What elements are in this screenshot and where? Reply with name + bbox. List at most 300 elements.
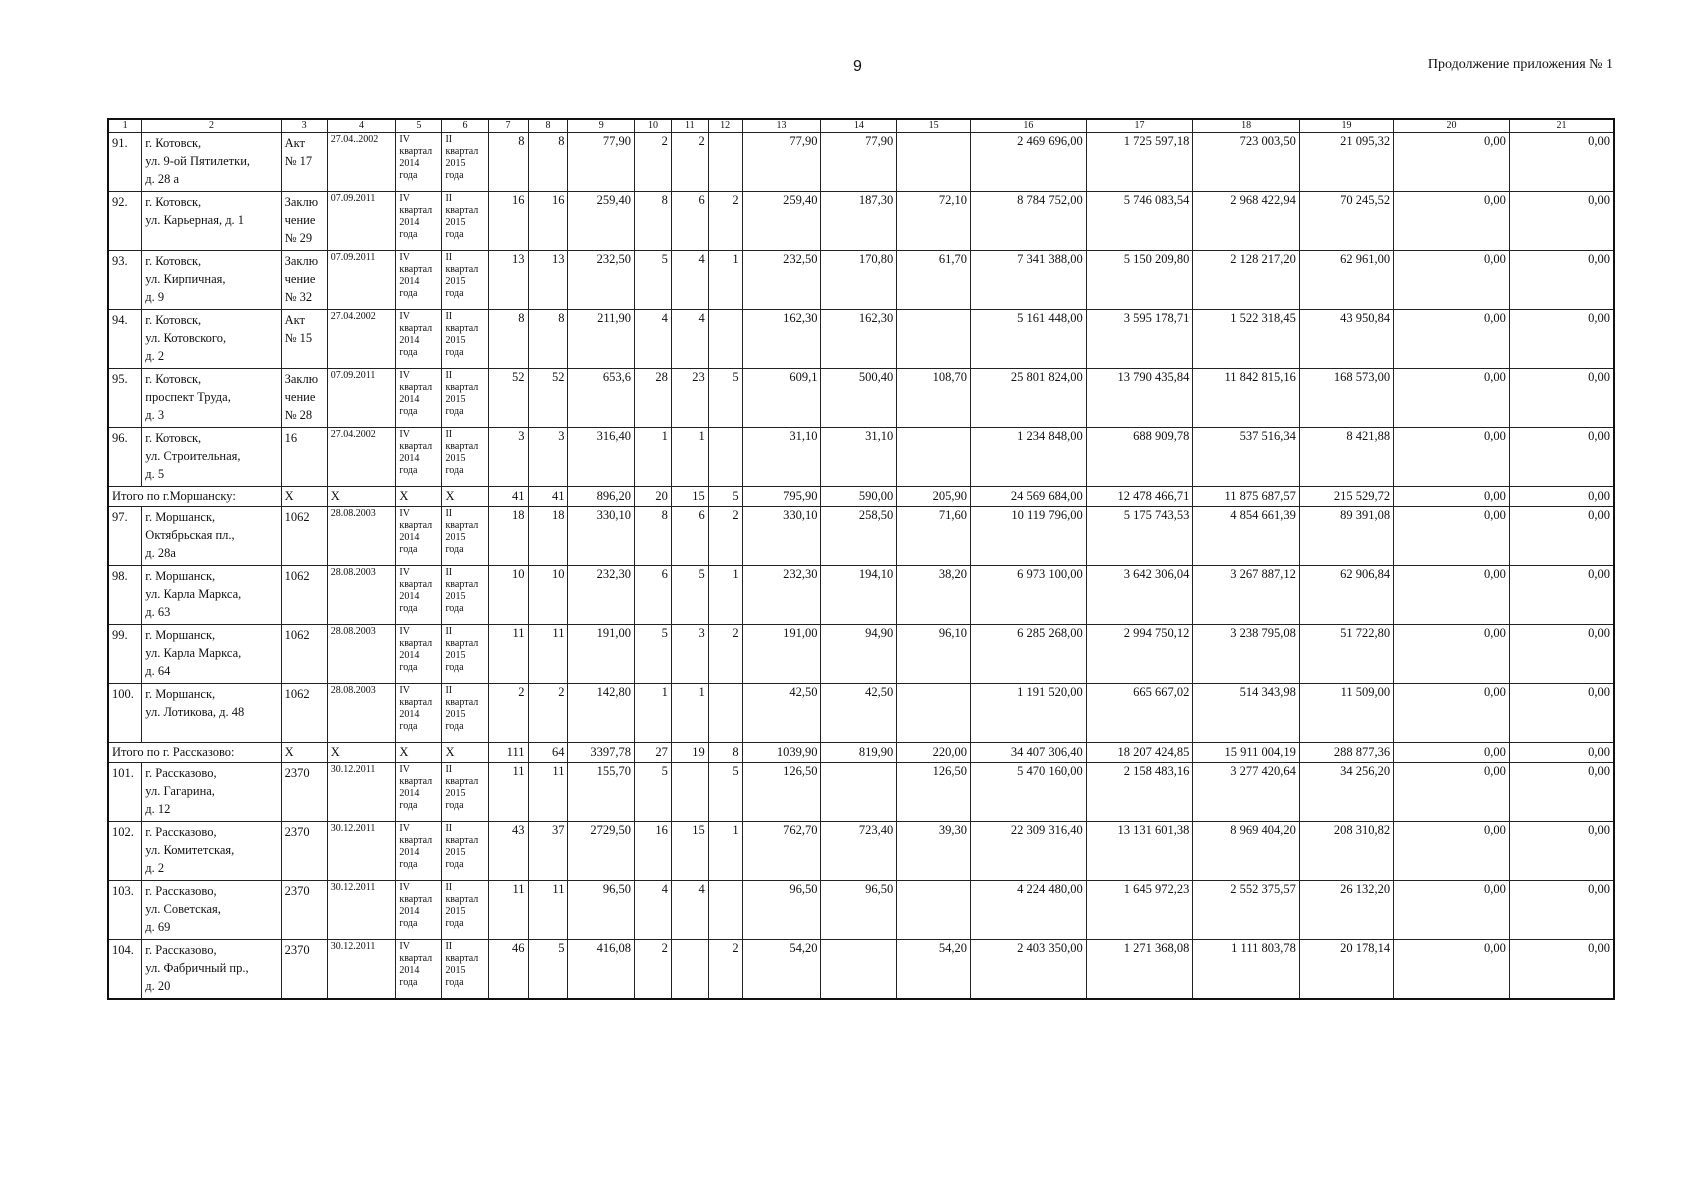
end-quarter-cell <box>442 251 488 310</box>
start-quarter-cell <box>396 822 442 881</box>
start-quarter-cell <box>396 507 442 566</box>
document-cell <box>281 822 327 881</box>
address-line: д. 20 <box>145 979 171 993</box>
value-cell-c10: 2 <box>635 940 672 1000</box>
value-cell-c17: 18 207 424,85 <box>1086 743 1193 763</box>
start-quarter-line: квартал <box>399 205 433 216</box>
value-cell-c12: 1 <box>708 251 742 310</box>
column-number-header: 14 <box>821 119 897 133</box>
value-cell-c10: 1 <box>635 428 672 487</box>
document-line: № 29 <box>284 231 313 245</box>
column-number-header: 8 <box>528 119 568 133</box>
value-cell-c8: 8 <box>528 310 568 369</box>
value-cell-c12: 2 <box>708 625 742 684</box>
address-line: г. Рассказово, <box>145 766 217 780</box>
start-quarter-line: квартал <box>399 579 433 590</box>
value-cell-c9: 96,50 <box>568 881 635 940</box>
document-date: 30.12.2011 <box>327 822 396 881</box>
document-date: 07.09.2011 <box>327 251 396 310</box>
document-line: чение <box>284 390 316 404</box>
value-cell-c20: 0,00 <box>1394 881 1510 940</box>
start-quarter-cell <box>396 763 442 822</box>
table-row <box>108 881 1614 940</box>
start-quarter-line: года <box>399 977 418 988</box>
value-cell-c16: 4 224 480,00 <box>971 881 1087 940</box>
end-quarter-line: 2015 <box>445 906 466 917</box>
value-cell-c12 <box>708 310 742 369</box>
end-quarter-cell <box>442 507 488 566</box>
total-x-cell: Х <box>396 743 442 763</box>
value-cell-c19: 62 906,84 <box>1299 566 1393 625</box>
column-number-header: 15 <box>897 119 971 133</box>
value-cell-c11: 4 <box>671 881 708 940</box>
address-line: д. 63 <box>145 605 171 619</box>
end-quarter-line: 2015 <box>445 650 466 661</box>
address-line: г. Рассказово, <box>145 825 217 839</box>
value-cell-c14: 170,80 <box>821 251 897 310</box>
value-cell-c21: 0,00 <box>1509 133 1614 192</box>
start-quarter-line: IV <box>399 193 410 204</box>
value-cell-c10: 20 <box>635 487 672 507</box>
end-quarter-line: года <box>445 662 464 673</box>
value-cell-c11: 6 <box>671 192 708 251</box>
document-date: 28.08.2003 <box>327 625 396 684</box>
address-line: ул. Советская, <box>145 902 221 916</box>
start-quarter-line: IV <box>399 941 410 952</box>
value-cell-c17: 3 595 178,71 <box>1086 310 1193 369</box>
start-quarter-line: квартал <box>399 146 433 157</box>
end-quarter-line: года <box>445 603 464 614</box>
end-quarter-cell <box>442 566 488 625</box>
value-cell-c18: 2 552 375,57 <box>1193 881 1300 940</box>
start-quarter-line: 2014 <box>399 906 420 917</box>
table-row <box>108 369 1614 428</box>
start-quarter-line: квартал <box>399 441 433 452</box>
page-number: 9 <box>853 58 862 75</box>
value-cell-c19: 21 095,32 <box>1299 133 1393 192</box>
address-cell <box>142 310 281 369</box>
value-cell-c11: 2 <box>671 133 708 192</box>
value-cell-c16: 2 403 350,00 <box>971 940 1087 1000</box>
value-cell-c21: 0,00 <box>1509 487 1614 507</box>
value-cell-c12 <box>708 881 742 940</box>
end-quarter-line: квартал <box>445 146 479 157</box>
value-cell-c10: 27 <box>635 743 672 763</box>
total-x-cell: Х <box>281 743 327 763</box>
document-date: 27.04.2002 <box>327 310 396 369</box>
value-cell-c14: 194,10 <box>821 566 897 625</box>
value-cell-c8: 2 <box>528 684 568 743</box>
column-number-header: 19 <box>1299 119 1393 133</box>
value-cell-c13: 191,00 <box>742 625 821 684</box>
document-line: чение <box>284 272 316 286</box>
value-cell-c19: 11 509,00 <box>1299 684 1393 743</box>
address-line: д. 12 <box>145 802 171 816</box>
start-quarter-line: IV <box>399 764 410 775</box>
value-cell-c7: 2 <box>488 684 528 743</box>
end-quarter-line: квартал <box>445 323 479 334</box>
address-cell <box>142 822 281 881</box>
value-cell-c14: 723,40 <box>821 822 897 881</box>
end-quarter-line: квартал <box>445 638 479 649</box>
column-number-header: 6 <box>442 119 488 133</box>
address-line: д. 9 <box>145 290 165 304</box>
address-line: ул. Карьерная, д. 1 <box>145 213 245 227</box>
value-cell-c16: 2 469 696,00 <box>971 133 1087 192</box>
value-cell-c14: 77,90 <box>821 133 897 192</box>
start-quarter-line: квартал <box>399 776 433 787</box>
start-quarter-line: 2014 <box>399 453 420 464</box>
value-cell-c15: 220,00 <box>897 743 971 763</box>
end-quarter-line: II <box>445 941 453 952</box>
document-date: 27.04.2002 <box>327 428 396 487</box>
total-x-cell: Х <box>442 487 488 507</box>
value-cell-c13: 54,20 <box>742 940 821 1000</box>
end-quarter-line: II <box>445 567 453 578</box>
value-cell-c9: 316,40 <box>568 428 635 487</box>
column-number-header: 21 <box>1509 119 1614 133</box>
document-line: № 17 <box>284 154 313 168</box>
value-cell-c8: 16 <box>528 192 568 251</box>
value-cell-c11 <box>671 763 708 822</box>
row-number: 104. <box>108 940 142 1000</box>
value-cell-c12 <box>708 428 742 487</box>
address-cell <box>142 763 281 822</box>
value-cell-c11: 23 <box>671 369 708 428</box>
value-cell-c17: 5 150 209,80 <box>1086 251 1193 310</box>
address-line: г. Моршанск, <box>145 628 216 642</box>
value-cell-c12 <box>708 684 742 743</box>
start-quarter-line: года <box>399 662 418 673</box>
document-cell <box>281 310 327 369</box>
address-line: г. Рассказово, <box>145 943 217 957</box>
address-line: г. Котовск, <box>145 195 202 209</box>
start-quarter-line: IV <box>399 567 410 578</box>
value-cell-c15 <box>897 310 971 369</box>
end-quarter-line: квартал <box>445 835 479 846</box>
end-quarter-line: 2015 <box>445 217 466 228</box>
end-quarter-line: года <box>445 170 464 181</box>
value-cell-c7: 11 <box>488 763 528 822</box>
value-cell-c7: 11 <box>488 625 528 684</box>
document-cell <box>281 192 327 251</box>
value-cell-c9: 211,90 <box>568 310 635 369</box>
value-cell-c17: 665 667,02 <box>1086 684 1193 743</box>
table-row <box>108 822 1614 881</box>
address-line: г. Рассказово, <box>145 884 217 898</box>
column-number-header: 4 <box>327 119 396 133</box>
value-cell-c18: 3 238 795,08 <box>1193 625 1300 684</box>
document-date: 30.12.2011 <box>327 881 396 940</box>
value-cell-c9: 896,20 <box>568 487 635 507</box>
document-line: Акт <box>284 313 306 327</box>
address-cell <box>142 566 281 625</box>
document-cell <box>281 369 327 428</box>
value-cell-c18: 723 003,50 <box>1193 133 1300 192</box>
value-cell-c13: 762,70 <box>742 822 821 881</box>
value-cell-c13: 1039,90 <box>742 743 821 763</box>
address-line: г. Котовск, <box>145 372 202 386</box>
end-quarter-line: 2015 <box>445 788 466 799</box>
value-cell-c14 <box>821 763 897 822</box>
address-line: ул. Фабричный пр., <box>145 961 249 975</box>
end-quarter-line: 2015 <box>445 532 466 543</box>
value-cell-c9: 330,10 <box>568 507 635 566</box>
end-quarter-line: года <box>445 288 464 299</box>
value-cell-c8: 64 <box>528 743 568 763</box>
value-cell-c13: 795,90 <box>742 487 821 507</box>
value-cell-c21: 0,00 <box>1509 310 1614 369</box>
value-cell-c14: 162,30 <box>821 310 897 369</box>
end-quarter-line: II <box>445 685 453 696</box>
value-cell-c20: 0,00 <box>1394 251 1510 310</box>
value-cell-c15 <box>897 684 971 743</box>
address-line: ул. Гагарина, <box>145 784 215 798</box>
value-cell-c9: 2729,50 <box>568 822 635 881</box>
total-label: Итого по г.Моршанску: <box>108 487 281 507</box>
end-quarter-line: II <box>445 193 453 204</box>
row-number: 103. <box>108 881 142 940</box>
column-number-header: 16 <box>971 119 1087 133</box>
start-quarter-line: 2014 <box>399 276 420 287</box>
value-cell-c17: 12 478 466,71 <box>1086 487 1193 507</box>
document-cell <box>281 507 327 566</box>
value-cell-c13: 162,30 <box>742 310 821 369</box>
value-cell-c10: 4 <box>635 310 672 369</box>
column-number-header: 17 <box>1086 119 1193 133</box>
value-cell-c13: 31,10 <box>742 428 821 487</box>
start-quarter-line: 2014 <box>399 394 420 405</box>
end-quarter-line: 2015 <box>445 394 466 405</box>
document-date: 07.09.2011 <box>327 369 396 428</box>
address-cell <box>142 881 281 940</box>
start-quarter-line: года <box>399 288 418 299</box>
start-quarter-line: квартал <box>399 835 433 846</box>
value-cell-c18: 1 111 803,78 <box>1193 940 1300 1000</box>
start-quarter-line: квартал <box>399 382 433 393</box>
end-quarter-line: квартал <box>445 382 479 393</box>
value-cell-c11: 3 <box>671 625 708 684</box>
document-date: 07.09.2011 <box>327 192 396 251</box>
document-cell <box>281 625 327 684</box>
value-cell-c18: 2 128 217,20 <box>1193 251 1300 310</box>
start-quarter-line: года <box>399 347 418 358</box>
row-number: 91. <box>108 133 142 192</box>
value-cell-c7: 13 <box>488 251 528 310</box>
table-row <box>108 251 1614 310</box>
row-number: 96. <box>108 428 142 487</box>
start-quarter-line: 2014 <box>399 591 420 602</box>
start-quarter-line: года <box>399 229 418 240</box>
value-cell-c10: 1 <box>635 684 672 743</box>
end-quarter-line: квартал <box>445 520 479 531</box>
value-cell-c21: 0,00 <box>1509 369 1614 428</box>
row-number: 100. <box>108 684 142 743</box>
value-cell-c19: 208 310,82 <box>1299 822 1393 881</box>
document-line: № 32 <box>284 290 313 304</box>
value-cell-c16: 10 119 796,00 <box>971 507 1087 566</box>
end-quarter-line: года <box>445 406 464 417</box>
table-row <box>108 428 1614 487</box>
end-quarter-line: года <box>445 859 464 870</box>
address-line: г. Котовск, <box>145 431 202 445</box>
value-cell-c15: 108,70 <box>897 369 971 428</box>
value-cell-c14: 187,30 <box>821 192 897 251</box>
address-line: г. Моршанск, <box>145 510 216 524</box>
address-line: ул. Кирпичная, <box>145 272 226 286</box>
total-x-cell: Х <box>327 487 396 507</box>
value-cell-c19: 20 178,14 <box>1299 940 1393 1000</box>
start-quarter-cell <box>396 192 442 251</box>
value-cell-c15 <box>897 133 971 192</box>
end-quarter-line: года <box>445 977 464 988</box>
end-quarter-cell <box>442 369 488 428</box>
value-cell-c10: 5 <box>635 763 672 822</box>
value-cell-c7: 111 <box>488 743 528 763</box>
value-cell-c20: 0,00 <box>1394 763 1510 822</box>
address-line: д. 28 а <box>145 172 180 186</box>
value-cell-c19: 8 421,88 <box>1299 428 1393 487</box>
value-cell-c20: 0,00 <box>1394 428 1510 487</box>
value-cell-c13: 232,50 <box>742 251 821 310</box>
value-cell-c10: 5 <box>635 625 672 684</box>
column-number-header: 13 <box>742 119 821 133</box>
start-quarter-line: квартал <box>399 697 433 708</box>
end-quarter-cell <box>442 625 488 684</box>
value-cell-c19: 288 877,36 <box>1299 743 1393 763</box>
document-date: 28.08.2003 <box>327 507 396 566</box>
end-quarter-line: II <box>445 252 453 263</box>
end-quarter-line: квартал <box>445 264 479 275</box>
end-quarter-line: квартал <box>445 579 479 590</box>
table-row <box>108 940 1614 1000</box>
end-quarter-cell <box>442 133 488 192</box>
start-quarter-line: квартал <box>399 894 433 905</box>
value-cell-c8: 52 <box>528 369 568 428</box>
row-number: 99. <box>108 625 142 684</box>
end-quarter-line: года <box>445 465 464 476</box>
value-cell-c10: 8 <box>635 192 672 251</box>
housing-table <box>107 118 1615 1000</box>
value-cell-c11: 15 <box>671 822 708 881</box>
value-cell-c17: 2 158 483,16 <box>1086 763 1193 822</box>
value-cell-c14: 258,50 <box>821 507 897 566</box>
value-cell-c12 <box>708 133 742 192</box>
start-quarter-line: года <box>399 544 418 555</box>
value-cell-c15: 72,10 <box>897 192 971 251</box>
table-row <box>108 192 1614 251</box>
column-number-header: 5 <box>396 119 442 133</box>
value-cell-c21: 0,00 <box>1509 940 1614 1000</box>
value-cell-c20: 0,00 <box>1394 369 1510 428</box>
start-quarter-line: квартал <box>399 520 433 531</box>
start-quarter-cell <box>396 881 442 940</box>
start-quarter-line: квартал <box>399 953 433 964</box>
value-cell-c7: 52 <box>488 369 528 428</box>
address-cell <box>142 684 281 743</box>
total-x-cell: Х <box>442 743 488 763</box>
start-quarter-line: года <box>399 800 418 811</box>
value-cell-c17: 1 645 972,23 <box>1086 881 1193 940</box>
value-cell-c10: 4 <box>635 881 672 940</box>
total-x-cell: Х <box>396 487 442 507</box>
end-quarter-line: квартал <box>445 441 479 452</box>
value-cell-c16: 22 309 316,40 <box>971 822 1087 881</box>
table-row <box>108 763 1614 822</box>
address-line: ул. Карла Маркса, <box>145 587 242 601</box>
value-cell-c17: 5 746 083,54 <box>1086 192 1193 251</box>
start-quarter-line: квартал <box>399 323 433 334</box>
address-line: ул. Карла Маркса, <box>145 646 242 660</box>
document-line: 2370 <box>284 943 310 957</box>
address-line: ул. 9-ой Пятилетки, <box>145 154 251 168</box>
document-cell <box>281 428 327 487</box>
value-cell-c13: 126,50 <box>742 763 821 822</box>
value-cell-c15: 71,60 <box>897 507 971 566</box>
value-cell-c20: 0,00 <box>1394 566 1510 625</box>
value-cell-c15: 126,50 <box>897 763 971 822</box>
column-number-header: 11 <box>671 119 708 133</box>
value-cell-c19: 168 573,00 <box>1299 369 1393 428</box>
table-row <box>108 310 1614 369</box>
start-quarter-line: IV <box>399 626 410 637</box>
column-number-header: 1 <box>108 119 142 133</box>
value-cell-c14: 94,90 <box>821 625 897 684</box>
value-cell-c17: 3 642 306,04 <box>1086 566 1193 625</box>
end-quarter-line: квартал <box>445 697 479 708</box>
table-row <box>108 684 1614 743</box>
appendix-note: Продолжение приложения № 1 <box>1427 57 1613 72</box>
address-cell <box>142 428 281 487</box>
value-cell-c7: 41 <box>488 487 528 507</box>
address-line: д. 2 <box>145 861 165 875</box>
column-number-header: 2 <box>142 119 281 133</box>
value-cell-c7: 8 <box>488 310 528 369</box>
column-number-header: 9 <box>568 119 635 133</box>
value-cell-c18: 3 267 887,12 <box>1193 566 1300 625</box>
end-quarter-line: квартал <box>445 776 479 787</box>
start-quarter-line: 2014 <box>399 965 420 976</box>
end-quarter-line: II <box>445 370 453 381</box>
value-cell-c13: 330,10 <box>742 507 821 566</box>
column-number-row <box>108 119 1614 133</box>
start-quarter-cell <box>396 566 442 625</box>
document-line: Заклю <box>284 254 319 268</box>
table-body <box>108 133 1614 1000</box>
value-cell-c11 <box>671 940 708 1000</box>
start-quarter-line: года <box>399 170 418 181</box>
value-cell-c21: 0,00 <box>1509 881 1614 940</box>
address-cell <box>142 192 281 251</box>
value-cell-c9: 653,6 <box>568 369 635 428</box>
end-quarter-line: года <box>445 721 464 732</box>
start-quarter-line: 2014 <box>399 788 420 799</box>
address-line: г. Котовск, <box>145 136 202 150</box>
row-number: 102. <box>108 822 142 881</box>
value-cell-c17: 13 790 435,84 <box>1086 369 1193 428</box>
value-cell-c16: 1 234 848,00 <box>971 428 1087 487</box>
end-quarter-line: года <box>445 347 464 358</box>
value-cell-c10: 6 <box>635 566 672 625</box>
value-cell-c21: 0,00 <box>1509 251 1614 310</box>
value-cell-c19: 62 961,00 <box>1299 251 1393 310</box>
value-cell-c12: 8 <box>708 743 742 763</box>
start-quarter-line: года <box>399 406 418 417</box>
address-line: г. Котовск, <box>145 313 202 327</box>
total-x-cell: Х <box>281 487 327 507</box>
start-quarter-line: 2014 <box>399 532 420 543</box>
start-quarter-line: года <box>399 603 418 614</box>
